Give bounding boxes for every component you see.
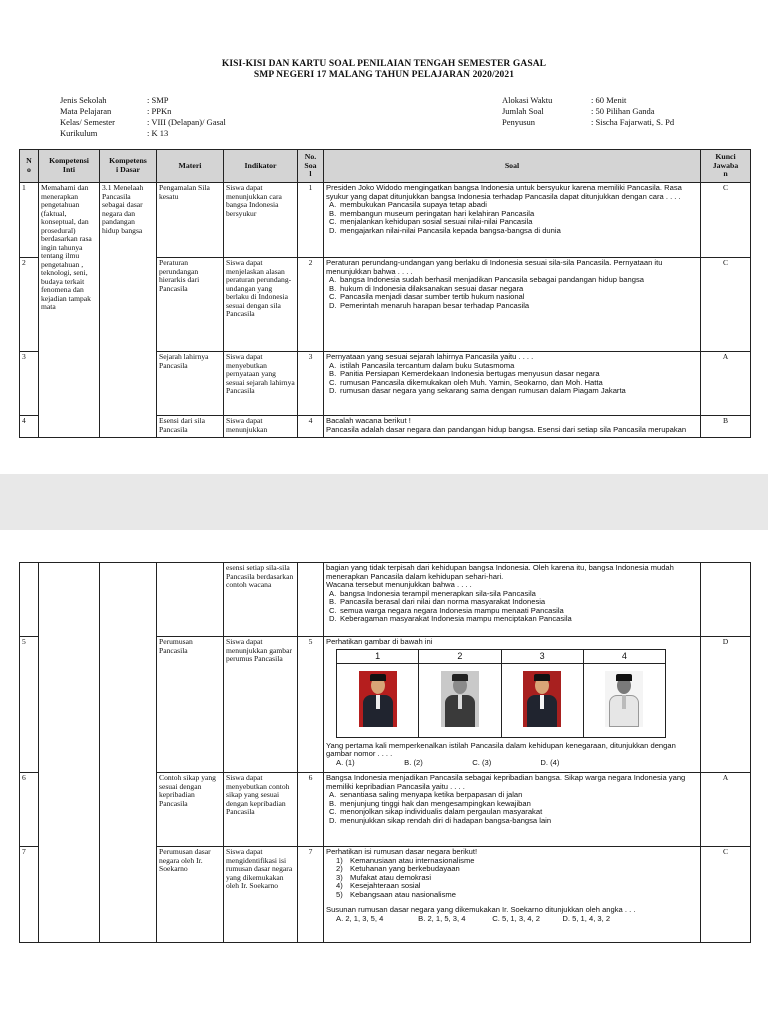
portrait-photo-3 xyxy=(501,663,583,737)
question-passage: Pancasila adalah dasar negara dan pandangan hidup bangsa. Esensi dari setiap sila Pancasila merupakan xyxy=(326,424,687,434)
row-number: 5 xyxy=(20,637,39,773)
answer-option: B. Pancasila berasal dari nilai dan norma masyarakat Indonesia xyxy=(329,597,546,606)
answer-option: C. Pancasila menjadi dasar sumber tertib hukum nasional xyxy=(329,292,525,301)
soal-cell xyxy=(324,416,701,438)
question-text: Yang pertama kali memperkenalkan istilah Pancasila dalam kehidupan kenegaraan, ditunjukkan dengan gambar nomor . . . . xyxy=(326,740,676,758)
answer-option: C. rumusan Pancasila dikemukakan oleh Muh. Yamin, Seokarno, dan Moh. Hatta xyxy=(329,377,603,387)
table-row xyxy=(20,183,751,258)
question-text: Susunan rumusan dasar negara yang dikemukakan Ir. Soekarno ditunjukkan oleh angka . . . xyxy=(326,905,636,914)
header-kunci-jawaban: Kunci Jawaba n xyxy=(701,150,751,183)
soal-cell xyxy=(324,847,701,943)
soal-number: 2 xyxy=(298,258,324,352)
soal-cell xyxy=(324,352,701,416)
kisi-kisi-table-page-1 xyxy=(19,149,751,438)
answer-option: A. (1) xyxy=(336,757,355,767)
answer-key: C xyxy=(701,258,751,352)
indikator-cell: Siswa dapat menunjukkan gambar perumus Pancasila xyxy=(224,637,298,773)
header-materi: Materi xyxy=(157,150,224,183)
list-item: 2) Ketuhanan yang berkebudayaan xyxy=(336,864,460,873)
answer-option: A. istilah Pancasila tercantum dalam buku Sutasmoma xyxy=(329,360,515,370)
info-label: Alokasi Waktu xyxy=(502,95,553,105)
answer-option: B. hukum di Indonesia dilaksanakan sesuai dasar negara xyxy=(329,283,524,293)
portrait-photo-2 xyxy=(419,663,501,737)
header-no: N o xyxy=(20,150,39,183)
portrait-photo-1 xyxy=(337,663,419,737)
indikator-cell: Siswa dapat menunjukkan cara bangsa Indonesia bersyukur xyxy=(224,183,298,258)
row-number: 1 xyxy=(20,183,39,258)
question-stem: Perhatikan gambar di bawah ini xyxy=(326,637,433,646)
question-stem: Bacalah wacana berikut ! xyxy=(326,416,411,425)
question-stem: Wacana tersebut menunjukkan bahwa . . . . xyxy=(326,580,472,589)
row-number xyxy=(20,563,39,637)
indikator-cell: Siswa dapat menyebutkan pernyataan yang sesuai sejarah lahirnya Pancasila xyxy=(224,352,298,416)
question-stem: Pernyataan yang sesuai sejarah lahirnya Pancasila yaitu . . . . xyxy=(326,352,534,361)
row-number: 3 xyxy=(20,352,39,416)
list-item: 1) Kemanusiaan atau internasionalisme xyxy=(336,855,475,865)
portrait-icon xyxy=(441,671,479,727)
answer-key: A xyxy=(701,773,751,847)
question-stem: Peraturan perundang-undangan yang berlaku di Indonesia sesuai sila-sila Pancasila. Pernyataan itu menunjukkan bahwa . . . . xyxy=(326,258,663,276)
materi-cell: Perumusan dasar negara oleh Ir. Soekarno xyxy=(157,847,224,943)
document-page-2 xyxy=(0,530,768,1024)
soal-number: 5 xyxy=(298,637,324,773)
header-kompetensi-inti: Kompetensi Inti xyxy=(39,150,100,183)
answer-option: A. membukukan Pancasila supaya tetap abadi xyxy=(329,200,487,209)
materi-cell: Peraturan perundangan hierarkis dari Pancasila xyxy=(157,258,224,352)
row-number: 7 xyxy=(20,847,39,943)
info-value: : Sischa Fajarwati, S. Pd xyxy=(591,117,675,127)
row-number: 4 xyxy=(20,416,39,438)
materi-cell: Perumusan Pancasila xyxy=(157,637,224,773)
picture-number: 4 xyxy=(583,649,665,663)
soal-number: 6 xyxy=(298,773,324,847)
info-value: : SMP xyxy=(147,95,169,105)
answer-option: A. bangsa Indonesia sudah berhasil menjadikan Pancasila sebagai pandangan hidup bangsa xyxy=(329,275,644,284)
answer-option: A. senantiasa saling menyapa ketika berpapasan di jalan xyxy=(329,790,523,799)
answer-option: D. Keberagaman masyarakat Indonesia mampu menciptakan Pancasila xyxy=(329,614,572,623)
answer-option: B. (2) xyxy=(404,757,423,767)
indikator-cell: esensi setiap sila-sila Pancasila berdasarkan contoh wacana xyxy=(224,563,298,637)
header-soal: Soal xyxy=(324,150,701,183)
answer-options-inline xyxy=(326,759,698,768)
answer-option: D. (4) xyxy=(540,757,560,767)
portrait-icon xyxy=(523,671,561,727)
answer-option: B. menjunjung tinggi hak dan mengesampingkan kewajiban xyxy=(329,798,531,808)
soal-cell xyxy=(324,773,701,847)
soal-number xyxy=(298,563,324,637)
portrait-icon xyxy=(605,671,643,727)
portrait-photo-4 xyxy=(583,663,665,737)
answer-key: A xyxy=(701,352,751,416)
kompetensi-inti-cell: Memahami dan menerapkan pengetahuan (faktual, konseptual, dan prosedural) berdasarkan rasa ingin tahunya tentang ilmu pengetahuan , teknologi, seni, budaya terkait fenomena dan kejadian tampak mata xyxy=(39,183,100,438)
document-title: KISI-KISI DAN KARTU SOAL PENILAIAN TENGAH SEMESTER GASAL xyxy=(221,59,547,69)
header-no-soal: No. Soa l xyxy=(298,150,324,183)
soal-number: 4 xyxy=(298,416,324,438)
kompetensi-dasar-cell xyxy=(100,563,157,943)
soal-number: 3 xyxy=(298,352,324,416)
answer-key: D xyxy=(701,637,751,773)
answer-option: C. semua warga negara negara Indonesia mampu menaati Pancasila xyxy=(329,605,564,615)
portrait-icon xyxy=(359,671,397,727)
list-item: 3) Mufakat atau demokrasi xyxy=(336,872,432,882)
indikator-cell: Siswa dapat menunjukkan xyxy=(224,416,298,438)
materi-cell: Contoh sikap yang sesuai dengan kepribadian Pancasila xyxy=(157,773,224,847)
answer-options-inline xyxy=(326,915,698,924)
materi-cell: Pengamalan Sila kesatu xyxy=(157,183,224,258)
info-label: Jenis Sekolah xyxy=(60,95,107,105)
question-stem: Bangsa Indonesia menjadikan Pancasila sebagai kepribadian bangsa. Sikap warga negara Indonesia yang memiliki kepribadian Pancasila yaitu . . . . xyxy=(326,773,686,791)
answer-key: C xyxy=(701,183,751,258)
answer-option: D. menunjukkan sikap rendah diri di hadapan bangsa-bangsa lain xyxy=(329,815,552,825)
kisi-kisi-table-page-2 xyxy=(19,562,751,943)
soal-number: 1 xyxy=(298,183,324,258)
answer-option: B. 2, 1, 5, 3, 4 xyxy=(418,913,466,923)
kompetensi-inti-cell xyxy=(39,563,100,943)
answer-option: C. menjalankan kehidupan sosial sesuai nilai-nilai Pancasila xyxy=(329,217,533,226)
answer-option: C. 5, 1, 3, 4, 2 xyxy=(492,913,540,923)
header-indikator: Indikator xyxy=(224,150,298,183)
question-stem: Perhatikan isi rumusan dasar negara berikut! xyxy=(326,847,478,856)
row-number: 6 xyxy=(20,773,39,847)
info-label: Jumlah Soal xyxy=(502,106,544,116)
picture-number: 2 xyxy=(419,649,501,663)
answer-option: D. 5, 1, 4, 3, 2 xyxy=(562,913,611,923)
info-label: Penyusun xyxy=(502,117,536,127)
answer-option: C. menonjolkan sikap individualis dalam pergaulan masyarakat xyxy=(329,807,543,816)
table-row xyxy=(20,563,751,637)
info-value: : 60 Menit xyxy=(591,95,627,105)
document-page-1 xyxy=(0,0,768,474)
answer-key: B xyxy=(701,416,751,438)
answer-key xyxy=(701,563,751,637)
answer-option: D. rumusan dasar negara yang sekarang sama dengan rumusan dalam Piagam Jakarta xyxy=(329,386,626,395)
picture-number: 1 xyxy=(337,649,419,663)
kompetensi-dasar-cell: 3.1 Menelaah Pancasila sebagai dasar negara dan pandangan hidup bangsa xyxy=(100,183,157,438)
info-label: Mata Pelajaran xyxy=(60,106,112,116)
picture-table xyxy=(336,649,666,738)
soal-number: 7 xyxy=(298,847,324,943)
materi-cell: Sejarah lahirnya Pancasila xyxy=(157,352,224,416)
answer-option: C. (3) xyxy=(472,757,492,767)
answer-option: B. Panitia Persiapan Kemerdekaan Indonesia bertugas menyusun dasar negara xyxy=(329,369,600,378)
answer-option: A. 2, 1, 3, 5, 4 xyxy=(336,913,384,923)
question-stem: Presiden Joko Widodo mengingatkan bangsa Indonesia untuk bersyukur karena memiliki Pancasila. Rasa syukur yang dapat ditunjukkan bangsa Indonesia terhadap Pancasila dapat ditunjukkan dengan cara . . . . xyxy=(326,183,682,201)
info-value: : VIII (Delapan)/ Gasal xyxy=(147,117,226,127)
answer-key: C xyxy=(701,847,751,943)
picture-number: 3 xyxy=(501,649,583,663)
answer-option: D. Pemerintah menaruh harapan besar terhadap Pancasila xyxy=(329,300,530,310)
materi-cell xyxy=(157,563,224,637)
info-value: : PPKn xyxy=(147,106,172,116)
indikator-cell: Siswa dapat mengidentifikasi isi rumusan dasar negara yang dikemukakan oleh Ir. Soekarno xyxy=(224,847,298,943)
document-subtitle: SMP NEGERI 17 MALANG TAHUN PELAJARAN 2020/2021 xyxy=(253,70,515,80)
list-item: 4) Kesejahteraan sosial xyxy=(336,881,421,890)
header-kompetensi-dasar: Kompetens i Dasar xyxy=(100,150,157,183)
table-header-row xyxy=(20,150,751,183)
question-passage: bagian yang tidak terpisah dari kehidupan bangsa Indonesia. Oleh karena itu, bangsa Indonesia mudah menerapkan Pancasila dalam kehidupan sehari-hari. xyxy=(326,563,674,581)
info-label: Kelas/ Semester xyxy=(60,117,115,127)
answer-option: B. membangun museum peringatan hari kelahiran Pancasila xyxy=(329,208,535,218)
soal-cell xyxy=(324,637,701,773)
materi-cell: Esensi dari sila Pancasila xyxy=(157,416,224,438)
soal-cell xyxy=(324,183,701,258)
list-item: 5) Kebangsaan atau nasionalisme xyxy=(336,889,456,899)
indikator-cell: Siswa dapat menjelaskan alasan peraturan perundang-undangan yang berlaku di Indonesia sesuai dengan sila Pancasila xyxy=(224,258,298,352)
info-value: : K 13 xyxy=(147,128,169,138)
soal-cell xyxy=(324,258,701,352)
answer-option: A. bangsa Indonesia terampil menerapkan sila-sila Pancasila xyxy=(329,588,536,598)
soal-cell xyxy=(324,563,701,637)
row-number: 2 xyxy=(20,258,39,352)
info-value: : 50 Pilihan Ganda xyxy=(591,106,655,116)
answer-option: D. mengajarkan nilai-nilai Pancasila kepada bangsa-bangsa di dunia xyxy=(329,225,561,235)
indikator-cell: Siswa dapat menyebutkan contoh sikap yang sesuai dengan kepribadian Pancasila xyxy=(224,773,298,847)
info-label: Kurikulum xyxy=(60,128,98,138)
